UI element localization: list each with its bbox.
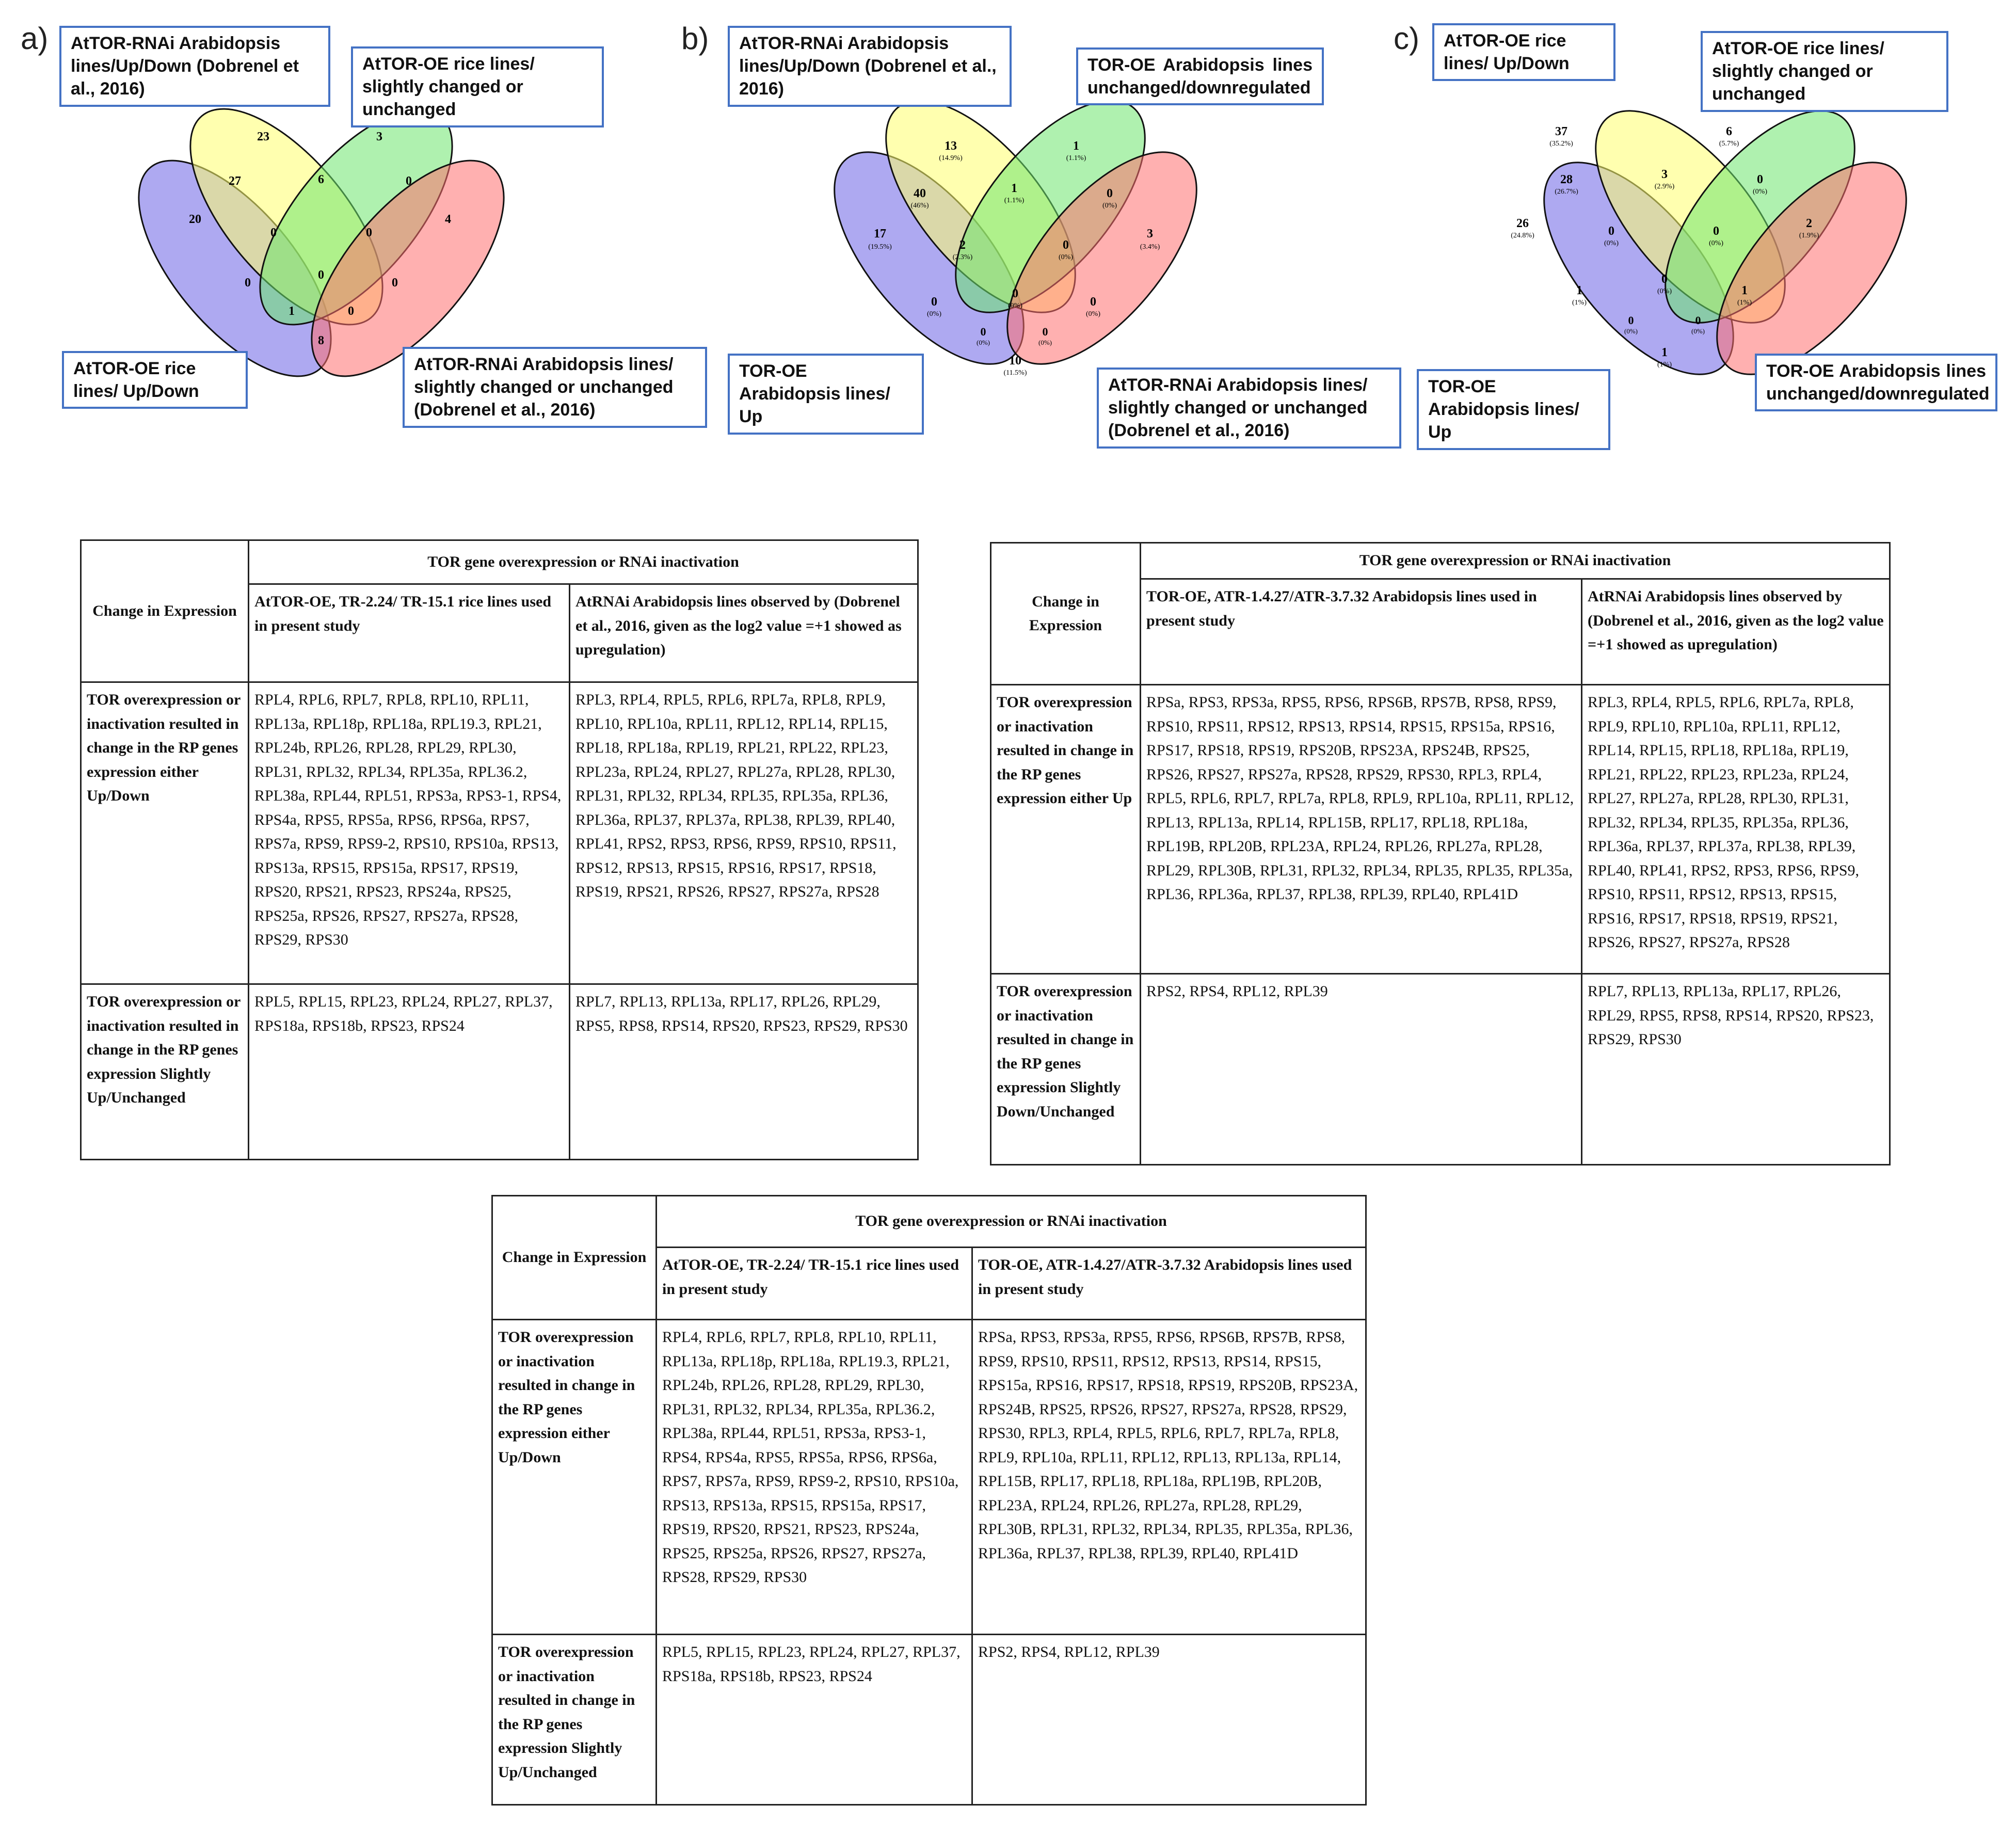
venn-a-BD: 0 (392, 276, 398, 290)
table3-row2-col1: RPL5, RPL15, RPL23, RPL24, RPL27, RPL37, RPS18a, RPS18b, RPS23, RPS24 (657, 1635, 972, 1805)
table2-row1-label: TOR overexpression or inactivation resulted in change in the RP genes expression either Up (991, 685, 1141, 974)
venn-b-ABCD-pct: (0%) (1008, 302, 1022, 310)
venn-b-label-top-right: TOR-OE Arabidopsis lines unchanged/downregulated (1076, 47, 1324, 105)
venn-a-AB: 27 (229, 174, 241, 188)
venn-a-label-bottom-left: AtTOR-OE rice lines/ Up/Down (62, 351, 248, 409)
venn-b-label-bottom-right: AtTOR-RNAi Arabidopsis lines/ slightly changed or unchanged (Dobrenel et al., 2016) (1097, 368, 1401, 449)
venn-b-BCD-pct: (0%) (1059, 253, 1073, 261)
venn-a-AD: 8 (318, 334, 324, 347)
venn-c-label-top-left: AtTOR-OE rice lines/ Up/Down (1432, 23, 1615, 81)
venn-c-C: 6 (1726, 125, 1732, 138)
table1-col2-header: AtRNAi Arabidopsis lines observed by (Dobrenel et al., 2016, given as the log2 value =+1 showed as upregulation) (570, 584, 918, 682)
venn-b-AC: 0 (931, 295, 937, 309)
table2-row2-col2: RPL7, RPL13, RPL13a, RPL17, RPL26, RPL29, RPS5, RPS8, RPS14, RPS20, RPS23, RPS29, RPS30 (1582, 974, 1890, 1165)
table1-change-header: Change in Expression (81, 540, 249, 682)
venn-c-CD: 0 (1757, 173, 1763, 186)
venn-b-ABD-pct: (0%) (1038, 339, 1052, 346)
venn-b-ABD: 0 (1042, 325, 1048, 338)
venn-b-BCD: 0 (1063, 238, 1069, 252)
table3-col1-header: AtTOR-OE, TR-2.24/ TR-15.1 rice lines used in present study (657, 1248, 972, 1320)
venn-c-ABC-pct: (0%) (1604, 239, 1619, 247)
venn-b-ABC: 2 (959, 238, 966, 252)
venn-c-A: 26 (1516, 217, 1529, 230)
venn-c-label-top-right: AtTOR-OE rice lines/ slightly changed or unchanged (1701, 31, 1948, 112)
table3-row1-label: TOR overexpression or inactivation resulted in change in the RP genes expression either Up/Down (492, 1320, 657, 1635)
venn-c-D-pct: (1.9%) (1799, 232, 1819, 239)
venn-c-ABCD-pct: (0%) (1657, 287, 1672, 295)
venn-c-ABCD: 0 (1661, 273, 1668, 286)
venn-a-ACD: 1 (289, 305, 295, 318)
venn-b-A-pct: (19.5%) (868, 243, 892, 251)
table-arabidopsis-vs-rnai (990, 542, 1891, 1165)
table1-row2-col1: RPL5, RPL15, RPL23, RPL24, RPL27, RPL37, RPS18a, RPS18b, RPS23, RPS24 (249, 984, 570, 1160)
table3-row1-col1: RPL4, RPL6, RPL7, RPL8, RPL10, RPL11, RPL13a, RPL18p, RPL18a, RPL19.3, RPL21, RPL24b, RPL26, RPL28, RPL29, RPL30, RPL31, RPL32, RPL34, RPL35a, RPL36.2, RPL38a, RPL44, RPL51, RPS3a, RPS3-1, RPS4, RPS4a, RPS5, RPS5a, RPS6, RPS6a, RPS7, RPS7a, RPS9, RPS9-2, RPS10, RPS10a, RPS13, RPS13a, RPS15, RPS15a, RPS17, RPS19, RPS20, RPS21, RPS23, RPS24a, RPS25, RPS25a, RPS26, RPS27, RPS27a, RPS28, RPS29, RPS30 (657, 1320, 972, 1635)
table1-row1-label: TOR overexpression or inactivation resulted in change in the RP genes expression either Up/Down (81, 682, 249, 984)
venn-b-A: 17 (874, 227, 886, 241)
venn-b-CD-pct: (0%) (1102, 202, 1117, 210)
table3-change-header: Change in Expression (492, 1196, 657, 1320)
venn-c-AC-pct: (1%) (1572, 299, 1587, 307)
venn-c-B-pct: (35.2%) (1549, 140, 1573, 148)
venn-a-ABD: 0 (348, 305, 354, 318)
venn-b-BD: 0 (1090, 295, 1096, 309)
venn-c-AD: 1 (1661, 346, 1668, 359)
venn-b-BC: 1 (1011, 182, 1017, 195)
panel-b-letter: b) (681, 21, 709, 56)
table1-col1-header: AtTOR-OE, TR-2.24/ TR-15.1 rice lines used in present study (249, 584, 570, 682)
venn-c-D: 2 (1806, 217, 1812, 230)
venn-c-AB-pct: (26.7%) (1555, 188, 1578, 196)
venn-c-AC: 1 (1576, 284, 1582, 297)
venn-c-BCD-pct: (0%) (1709, 239, 1723, 247)
venn-b-CD: 0 (1107, 187, 1113, 200)
venn-b-ABC-pct: (2.3%) (952, 253, 973, 261)
venn-c-BD: 1 (1741, 284, 1748, 297)
venn-c-AD-pct: (1%) (1657, 361, 1672, 369)
venn-b-C-pct: (1.1%) (1066, 154, 1086, 162)
venn-c-AB: 28 (1560, 173, 1573, 186)
table3-row2-col2: RPS2, RPS4, RPL12, RPL39 (972, 1635, 1366, 1805)
venn-panel-b (801, 70, 1230, 395)
table3-row1-col2: RPSa, RPS3, RPS3a, RPS5, RPS6, RPS6B, RPS7B, RPS8, RPS9, RPS10, RPS11, RPS12, RPS13, RPS14, RPS15, RPS15a, RPS16, RPS17, RPS18, RPS19, RPS20B, RPS23A, RPS24B, RPS25, RPS26, RPS27, RPS27a, RPS28, RPS29, RPS30, RPL3, RPL4, RPL5, RPL6, RPL7, RPL7a, RPL8, RPL9, RPL10a, RPL11, RPL12, RPL13, RPL13a, RPL14, RPL15B, RPL17, RPL18, RPL18a, RPL19B, RPL20B, RPL23A, RPL24, RPL26, RPL27a, RPL28, RPL29, RPL30B, RPL31, RPL32, RPL34, RPL35, RPL35a, RPL36, RPL36a, RPL37, RPL38, RPL39, RPL40, RPL41D (972, 1320, 1366, 1635)
table2-row2-label: TOR overexpression or inactivation resulted in change in the RP genes expression Slightly Down/Unchanged (991, 974, 1141, 1165)
venn-b-BC-pct: (1.1%) (1004, 197, 1025, 204)
table1-row2-label: TOR overexpression or inactivation resulted in change in the RP genes expression Slightly Up/Unchanged (81, 984, 249, 1160)
table2-col2-header: AtRNAi Arabidopsis lines observed by (Dobrenel et al., 2016, given as the log2 value =+1 showed as upregulation) (1582, 579, 1890, 685)
table2-group-header: TOR gene overexpression or RNAi inactivation (1141, 543, 1890, 579)
venn-b-AB: 40 (914, 187, 926, 200)
venn-a-ABC: 0 (270, 226, 277, 239)
venn-c-ABD-pct: (0%) (1691, 327, 1705, 335)
venn-c-ABD: 0 (1695, 314, 1701, 327)
venn-b-label-top-left: AtTOR-RNAi Arabidopsis lines/Up/Down (Dobrenel et al., 2016) (728, 26, 1012, 107)
venn-b-ACD-pct: (0%) (977, 339, 990, 346)
venn-b-AD: 10 (1009, 354, 1021, 368)
venn-c-C-pct: (5.7%) (1719, 140, 1739, 148)
venn-a-BC: 6 (318, 173, 324, 186)
venn-a-C: 3 (376, 130, 382, 143)
venn-a-B: 23 (257, 130, 269, 143)
venn-c-BD-pct: (1%) (1737, 299, 1752, 307)
venn-b-BD-pct: (0%) (1086, 310, 1100, 318)
table3-col2-header: TOR-OE, ATR-1.4.27/ATR-3.7.32 Arabidopsis lines used in present study (972, 1248, 1366, 1320)
panel-c-letter: c) (1394, 21, 1419, 56)
table2-row2-col1: RPS2, RPS4, RPL12, RPL39 (1141, 974, 1582, 1165)
venn-a-ABCD: 0 (318, 268, 324, 282)
venn-a-D: 4 (445, 213, 451, 226)
venn-c-A-pct: (24.8%) (1511, 232, 1534, 239)
venn-b-ABCD: 0 (1012, 287, 1018, 300)
table2-row1-col2: RPL3, RPL4, RPL5, RPL6, RPL7a, RPL8, RPL9, RPL10, RPL10a, RPL11, RPL12, RPL14, RPL15, RPL18, RPL18a, RPL19, RPL21, RPL22, RPL23, RPL23a, RPL24, RPL27, RPL27a, RPL28, RPL30, RPL31, RPL32, RPL34, RPL35, RPL35a, RPL36, RPL36a, RPL37, RPL37a, RPL38, RPL39, RPL40, RPL41, RPS2, RPS3, RPS6, RPS9, RPS10, RPS11, RPS12, RPS13, RPS15, RPS16, RPS17, RPS18, RPS19, RPS21, RPS26, RPS27, RPS27a, RPS28 (1582, 685, 1890, 974)
panel-a-letter: a) (21, 21, 49, 56)
venn-c-BC: 3 (1661, 168, 1668, 181)
table1-group-header: TOR gene overexpression or RNAi inactivation (249, 540, 918, 584)
venn-b-D: 3 (1147, 227, 1153, 241)
venn-c-label-bottom-right: TOR-OE Arabidopsis lines unchanged/downregulated (1755, 354, 1997, 411)
venn-c-ABC: 0 (1608, 225, 1614, 238)
venn-b-B-pct: (14.9%) (939, 154, 963, 162)
venn-b-ACD: 0 (980, 325, 986, 338)
venn-b-label-bottom-left: TOR-OE Arabidopsis lines/ Up (728, 354, 924, 435)
table2-change-header: Change in Expression (991, 543, 1141, 685)
venn-a-label-top-left: AtTOR-RNAi Arabidopsis lines/Up/Down (Dobrenel et al., 2016) (59, 26, 330, 107)
venn-c-BCD: 0 (1713, 225, 1719, 238)
venn-c-ACD: 0 (1628, 314, 1634, 327)
venn-c-ACD-pct: (0%) (1624, 327, 1638, 335)
table1-row2-col2: RPL7, RPL13, RPL13a, RPL17, RPL26, RPL29, RPS5, RPS8, RPS14, RPS20, RPS23, RPS29, RPS30 (570, 984, 918, 1160)
venn-a-A: 20 (189, 213, 201, 226)
venn-b-AD-pct: (11.5%) (1003, 369, 1027, 377)
venn-b-D-pct: (3.4%) (1140, 243, 1160, 251)
venn-b-AC-pct: (0%) (927, 310, 941, 318)
venn-a-AC: 0 (245, 276, 251, 290)
venn-a-BCD: 0 (366, 226, 372, 239)
venn-a-CD: 0 (406, 174, 412, 188)
table-rice-vs-arabidopsis (491, 1195, 1367, 1806)
table1-row1-col2: RPL3, RPL4, RPL5, RPL6, RPL7a, RPL8, RPL9, RPL10, RPL10a, RPL11, RPL12, RPL14, RPL15, RPL18, RPL18a, RPL19, RPL21, RPL22, RPL23, RPL23a, RPL24, RPL27, RPL27a, RPL28, RPL30, RPL31, RPL32, RPL34, RPL35, RPL35a, RPL36, RPL36a, RPL37, RPL37a, RPL38, RPL39, RPL40, RPL41, RPS2, RPS3, RPS6, RPS9, RPS10, RPS11, RPS12, RPS13, RPS15, RPS16, RPS17, RPS18, RPS19, RPS21, RPS26, RPS27, RPS27a, RPS28 (570, 682, 918, 984)
table2-row1-col1: RPSa, RPS3, RPS3a, RPS5, RPS6, RPS6B, RPS7B, RPS8, RPS9, RPS10, RPS11, RPS12, RPS13, RPS14, RPS15, RPS15a, RPS16, RPS17, RPS18, RPS19, RPS20B, RPS23A, RPS24B, RPS25, RPS26, RPS27, RPS27a, RPS28, RPS29, RPS30, RPL3, RPL4, RPL5, RPL6, RPL7, RPL7a, RPL8, RPL9, RPL10a, RPL11, RPL12, RPL13, RPL13a, RPL14, RPL15B, RPL17, RPL18, RPL18a, RPL19B, RPL20B, RPL23A, RPL24, RPL26, RPL27a, RPL28, RPL29, RPL30B, RPL31, RPL32, RPL34, RPL35, RPL35, RPL35a, RPL36, RPL36a, RPL37, RPL38, RPL39, RPL40, RPL41D (1141, 685, 1582, 974)
table2-col1-header: TOR-OE, ATR-1.4.27/ATR-3.7.32 Arabidopsis lines used in present study (1141, 579, 1582, 685)
venn-c-CD-pct: (0%) (1753, 188, 1767, 196)
venn-c-B: 37 (1555, 125, 1567, 138)
table3-group-header: TOR gene overexpression or RNAi inactivation (657, 1196, 1366, 1248)
venn-b-C: 1 (1073, 139, 1079, 153)
venn-b-B: 13 (945, 139, 957, 153)
venn-b-AB-pct: (46%) (910, 202, 929, 210)
table-rice-vs-rnai (80, 539, 919, 1160)
table3-row2-label: TOR overexpression or inactivation resulted in change in the RP genes expression Slightly Up/Unchanged (492, 1635, 657, 1805)
venn-a-label-bottom-right: AtTOR-RNAi Arabidopsis lines/ slightly changed or unchanged (Dobrenel et al., 2016) (403, 347, 707, 428)
venn-a-label-top-right: AtTOR-OE rice lines/ slightly changed or unchanged (351, 46, 604, 127)
table1-row1-col1: RPL4, RPL6, RPL7, RPL8, RPL10, RPL11, RPL13a, RPL18p, RPL18a, RPL19.3, RPL21, RPL24b, RPL26, RPL28, RPL29, RPL30, RPL31, RPL32, RPL34, RPL35a, RPL36.2, RPL38a, RPL44, RPL51, RPS3a, RPS3-1, RPS4, RPS4a, RPS5, RPS5a, RPS6, RPS6a, RPS7, RPS7a, RPS9, RPS9-2, RPS10, RPS10a, RPS13, RPS13a, RPS15, RPS15a, RPS17, RPS19, RPS20, RPS21, RPS23, RPS24a, RPS25, RPS25a, RPS26, RPS27, RPS27a, RPS28, RPS29, RPS30 (249, 682, 570, 984)
venn-c-BC-pct: (2.9%) (1654, 183, 1675, 190)
venn-c-label-bottom-left: TOR-OE Arabidopsis lines/ Up (1417, 369, 1610, 450)
